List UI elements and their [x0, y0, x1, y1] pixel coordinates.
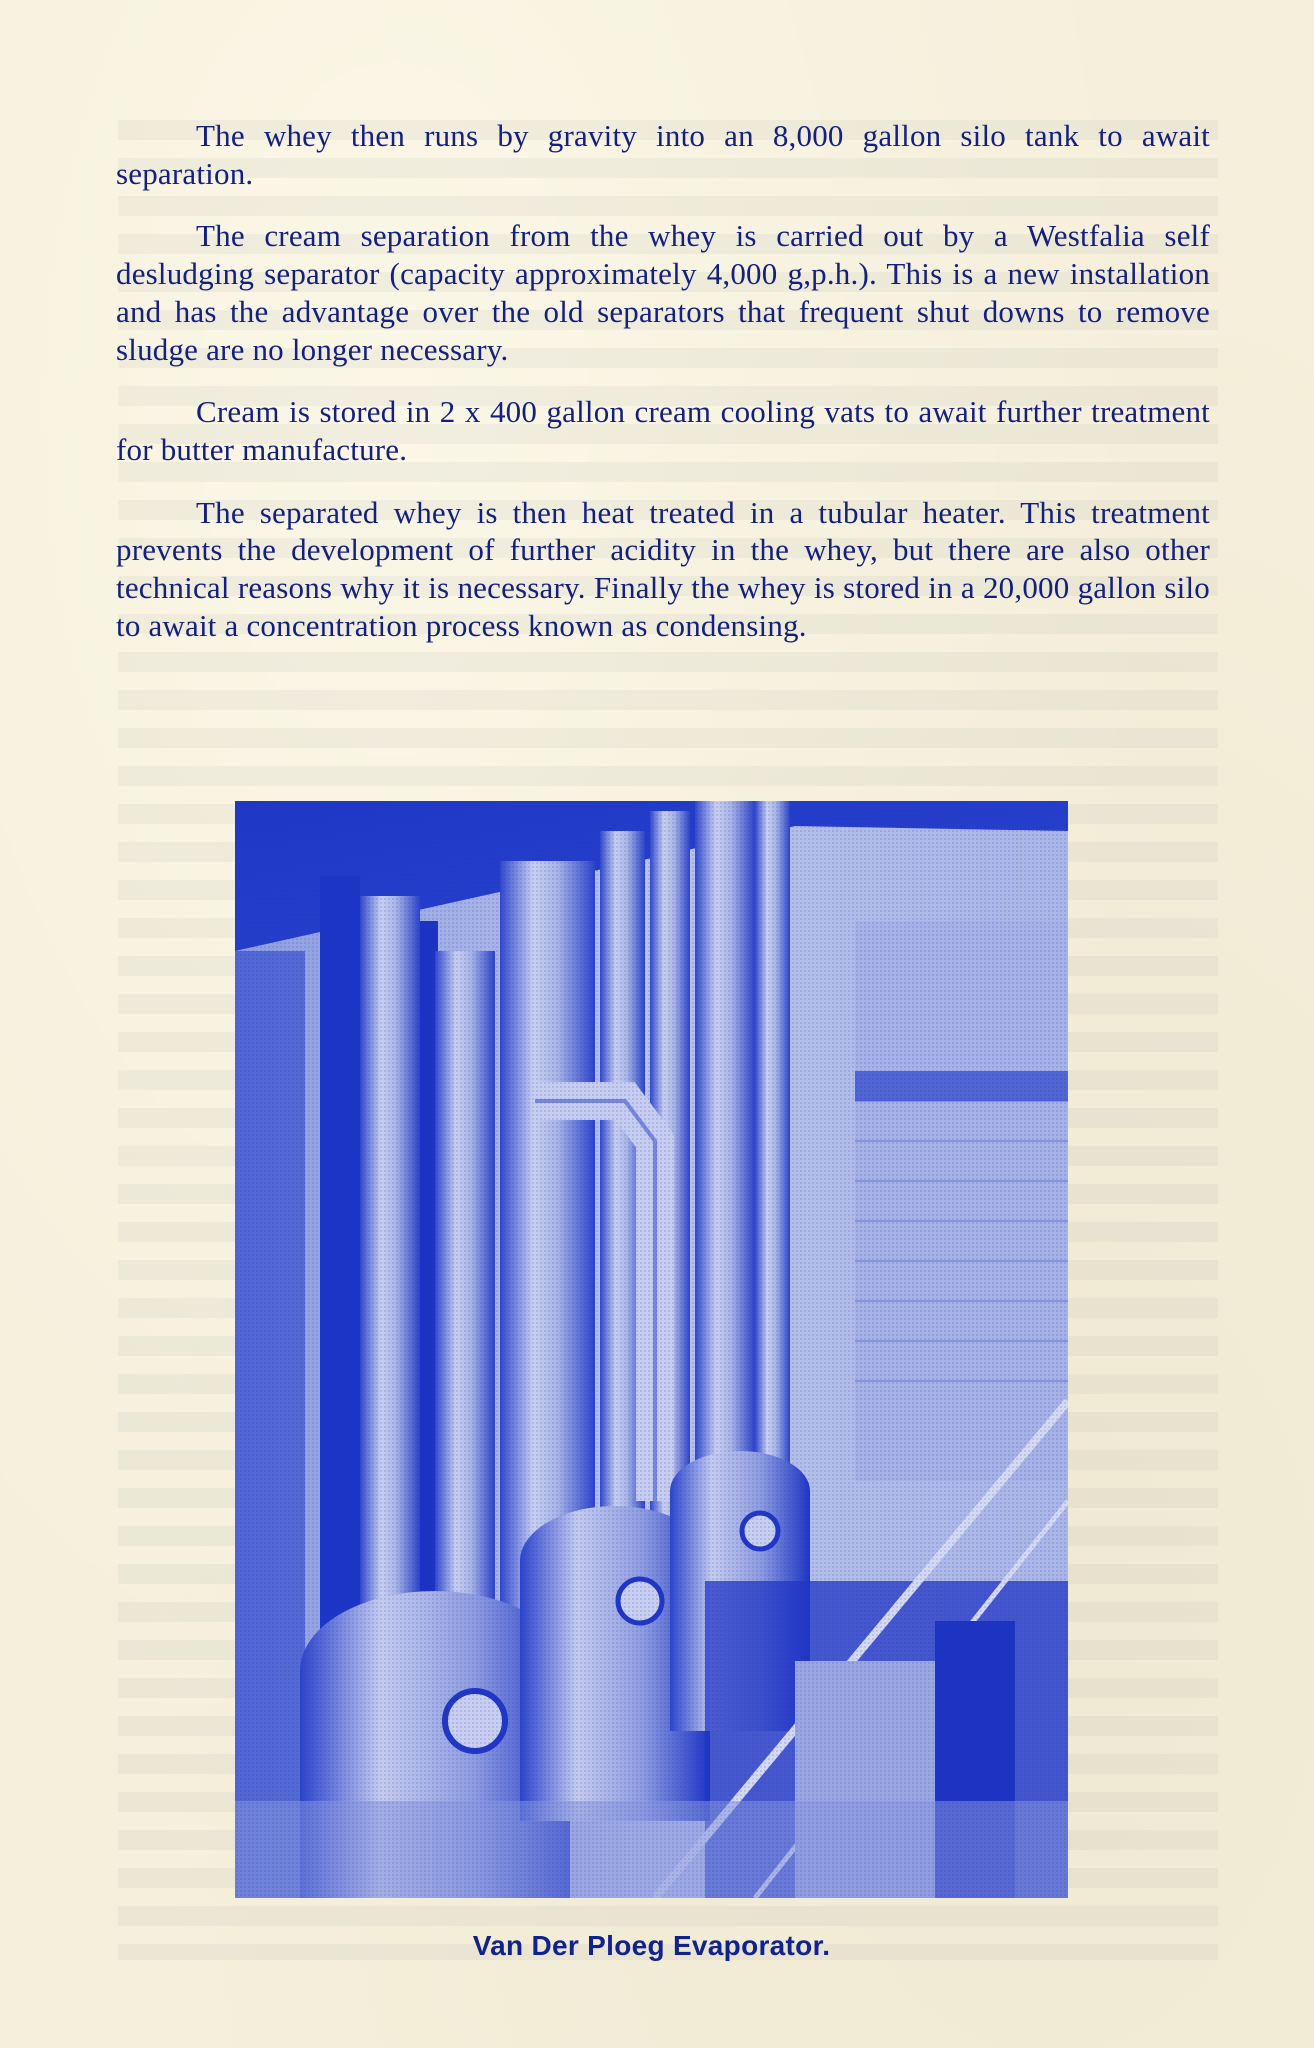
paragraph-cream-storage: Cream is stored in 2 x 400 gallon cream cooling vats to await further treatment for butter manufacture. — [116, 394, 1210, 467]
paragraph-heat-treatment: The separated whey is then heat treated in a tubular heater. This treatment prevents the development of further acidity in the whey, but there are also other technical reasons why it is necessary. Finally the whey is stored in a 20,000 gallon silo to await a concentration process known as condensing. — [116, 494, 1210, 643]
evaporator-photo — [235, 801, 1068, 1898]
paragraph-whey-silo: The whey then runs by gravity into an 8,000 gallon silo tank to await separation. — [116, 118, 1210, 191]
paragraph-cream-separation: The cream separation from the whey is carried out by a Westfalia self desludging separator (capacity approximately 4,000 g,p.h.). This is a new installation and has the advantage over the old separators that frequent shut downs to remove sludge are no longer necessary. — [116, 218, 1210, 367]
body-text — [116, 117, 1210, 669]
figure-caption: Van Der Ploeg Evaporator. — [472, 1930, 831, 1961]
